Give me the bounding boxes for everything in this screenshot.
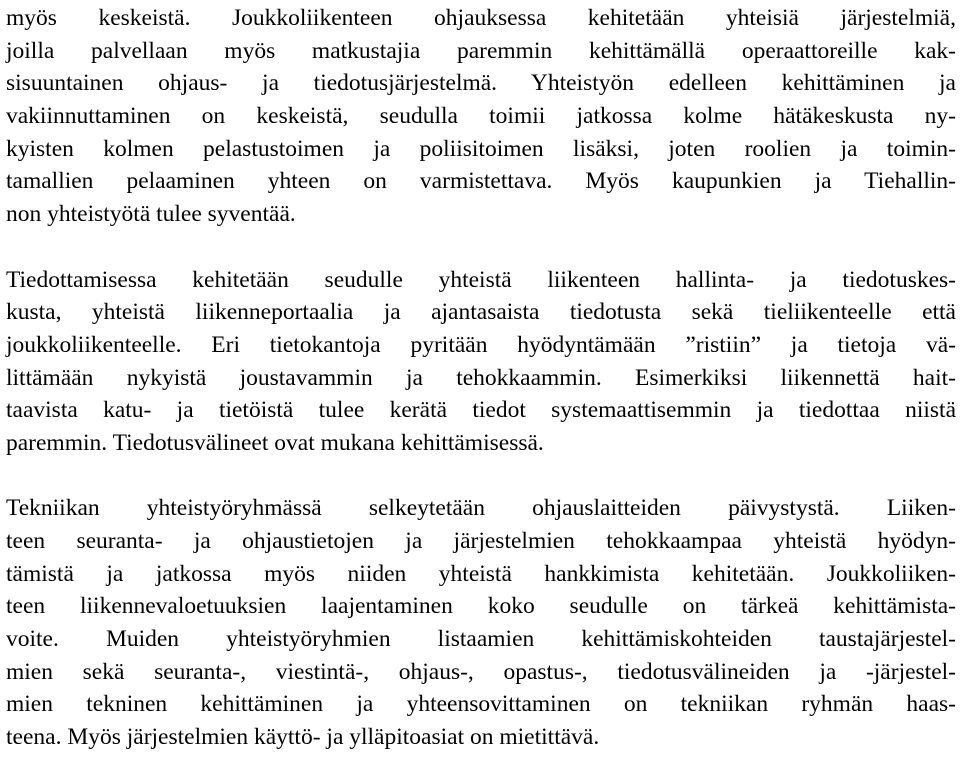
text-line: teena. Myös järjestelmien käyttö- ja ylläpitoasiat on mietittävä. xyxy=(6,724,600,751)
text-line: joilla palvellaan myös matkustajia paremmin kehittämällä operaattoreille kak- xyxy=(6,37,956,64)
text-line: tamallien pelaaminen yhteen on varmistettava. Myös kaupunkien ja Tiehallin- xyxy=(6,168,956,195)
text-line: littämään nykyistä joustavammin ja tehokkaammin. Esimerkiksi liikennettä hait- xyxy=(6,364,956,391)
text-line: joukkoliikenteelle. Eri tietokantoja pyritään hyödyntämään ”ristiin” ja tietoja vä- xyxy=(6,331,956,358)
text-line: sisuuntainen ohjaus- ja tiedotusjärjestelmä. Yhteistyön edelleen kehittäminen ja xyxy=(6,70,956,97)
text-line: vakiinnuttaminen on keskeistä, seudulla toimii jatkossa kolme hätäkeskusta ny- xyxy=(6,103,956,130)
text-line: Tekniikan yhteistyöryhmässä selkeytetään ohjauslaitteiden päivystystä. Liiken- xyxy=(6,495,956,522)
paragraph-1 xyxy=(6,2,956,231)
document-page xyxy=(6,2,956,754)
text-line: kusta, yhteistä liikenneportaalia ja ajantasaista tiedotusta sekä tieliikenteelle että xyxy=(6,299,956,326)
text-line: taavista katu- ja tietöistä tulee kerätä tiedot systemaattisemmin ja tiedottaa niistä xyxy=(6,397,956,424)
paragraph-gap xyxy=(6,231,956,264)
text-line: non yhteistyötä tulee syventää. xyxy=(6,201,296,228)
text-line: kyisten kolmen pelastustoimen ja poliisitoimen lisäksi, joten roolien ja toimin- xyxy=(6,135,956,162)
text-line: myös keskeistä. Joukkoliikenteen ohjauksessa kehitetään yhteisiä järjestelmiä, xyxy=(6,5,956,31)
text-line: mien sekä seuranta-, viestintä-, ohjaus-, opastus-, tiedotusvälineiden ja -järjestel- xyxy=(6,658,956,685)
text-line: paremmin. Tiedotusvälineet ovat mukana kehittämisessä. xyxy=(6,429,544,456)
paragraph-gap xyxy=(6,460,956,493)
text-line: tämistä ja jatkossa myös niiden yhteistä hankkimista kehitetään. Joukkoliiken- xyxy=(6,560,956,587)
paragraph-3 xyxy=(6,492,956,754)
text-line: teen liikennevaloetuuksien laajentaminen koko seudulle on tärkeä kehittämista- xyxy=(6,593,956,620)
text-line: teen seuranta- ja ohjaustietojen ja järjestelmien tehokkaampaa yhteistä hyödyn- xyxy=(6,528,956,554)
text-line: voite. Muiden yhteistyöryhmien listaamien kehittämiskohteiden taustajärjestel- xyxy=(6,626,956,653)
text-line: Tiedottamisessa kehitetään seudulle yhteistä liikenteen hallinta- ja tiedotuskes- xyxy=(6,266,956,293)
paragraph-2 xyxy=(6,264,956,460)
text-line: mien tekninen kehittäminen ja yhteensovittaminen on tekniikan ryhmän haas- xyxy=(6,691,956,718)
